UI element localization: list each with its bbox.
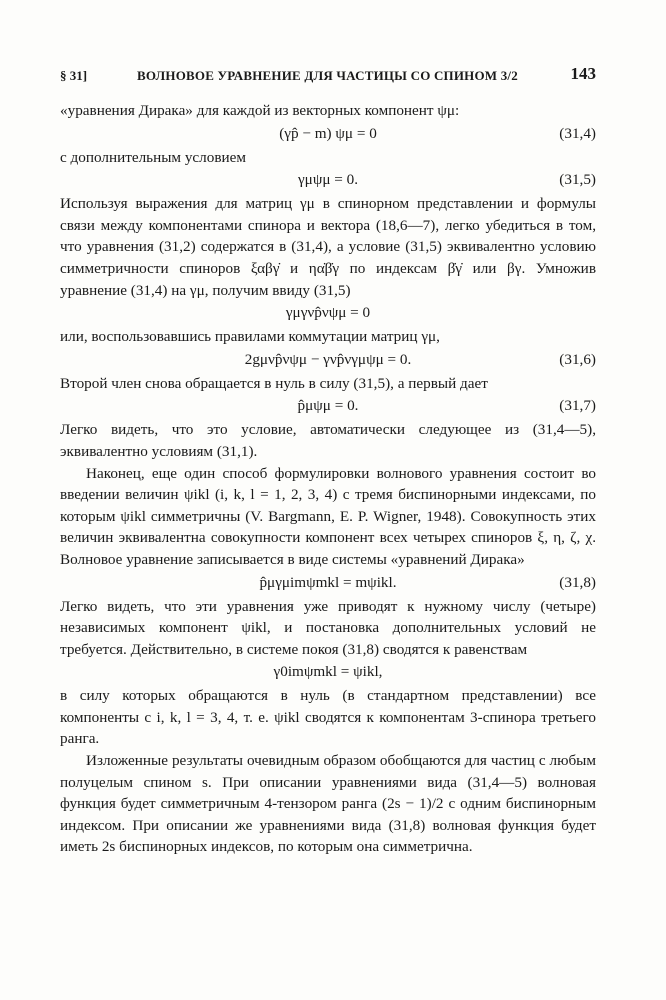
paragraph: Используя выражения для матриц γμ в спинорном представлении и формулы связи между компонентами спинора и вектора (18,6—7), легко убедиться в том, что уравнения (31,2) содержатся в (31,4), а условие (31,5) эквивалентно условию симметричности спиноров ξαβγ̇ и ηα̇β̇γ по индексам β̇γ̇ или βγ. Умножив уравнение (31,4) на γμ, получим ввиду (31,5) bbox=[60, 195, 596, 299]
page-number: 143 bbox=[570, 64, 596, 83]
equation bbox=[60, 348, 596, 373]
paragraph: Наконец, еще один способ формулировки волнового уравнения состоит во введении величин ψikl (i, k, l = 1, 2, 3, 4) с тремя биспинорными индексами, по которым ψikl симметричны (V. Bargmann, E. P. Wigner, 1948). Совокупность этих величин эквивалентна совокупности компонент всех четырех спиноров ξ, η, ζ, χ. Волновое уравнение записывается в виде системы «уравнений Дирака» bbox=[60, 464, 596, 568]
running-header bbox=[60, 64, 596, 88]
equation-number: (31,8) bbox=[559, 573, 596, 591]
equation bbox=[60, 301, 596, 326]
section-label: § 31] bbox=[60, 68, 88, 83]
equation-formula: p̂μψμ = 0. bbox=[297, 397, 359, 415]
equation-formula: γμψμ = 0. bbox=[297, 171, 359, 189]
page-body bbox=[60, 100, 596, 858]
equation bbox=[60, 571, 596, 596]
equation-formula: p̂μγμimψmkl = mψikl. bbox=[259, 573, 397, 591]
paragraph: Легко видеть, что это условие, автоматически следующее из (31,4—5), эквивалентно условиям (31,1). bbox=[60, 421, 596, 460]
equation-formula: (γp̂ − m) ψμ = 0 bbox=[279, 124, 377, 142]
equation bbox=[60, 660, 596, 685]
equation bbox=[60, 168, 596, 193]
equation-number: (31,6) bbox=[559, 350, 596, 368]
paragraph: Изложенные результаты очевидным образом обобщаются для частиц с любым полуцелым спином s. При описании уравнениями вида (31,4—5) волновая функция будет симметричным 4-тензором ранга (2s − 1)/2 с одним биспинорным индексом. При описании же уравнениями вида (31,8) волновая функция будет иметь 2s биспинорных индексов, по которым она симметрична. bbox=[60, 752, 596, 856]
paragraph: в силу которых обращаются в нуль (в стандартном представлении) все компоненты с i, k, l = 3, 4, т. е. ψikl сводятся к компонентам 3-спинора третьего ранга. bbox=[60, 687, 596, 748]
paragraph: Легко видеть, что эти уравнения уже приводят к нужному числу (четыре) независимых компонент ψikl, и постановка дополнительных условий не требуется. Действительно, в системе покоя (31,8) сводятся к равенствам bbox=[60, 597, 596, 658]
equation-number: (31,5) bbox=[559, 171, 596, 189]
paragraph: Второй член снова обращается в нуль в силу (31,5), а первый дает bbox=[60, 374, 488, 392]
paragraph: с дополнительным условием bbox=[60, 148, 246, 166]
paragraph: или, воспользовавшись правилами коммутации матриц γμ, bbox=[60, 328, 440, 346]
equation bbox=[60, 122, 596, 147]
equation bbox=[60, 394, 596, 419]
equation-formula: γμγνp̂νψμ = 0 bbox=[285, 304, 371, 322]
equation-formula: 2gμνp̂νψμ − γνp̂νγμψμ = 0. bbox=[244, 350, 412, 368]
equation-formula: γ0imψmkl = ψikl, bbox=[273, 663, 383, 681]
equation-number: (31,4) bbox=[559, 124, 596, 142]
running-title: ВОЛНОВОЕ УРАВНЕНИЕ ДЛЯ ЧАСТИЦЫ СО СПИНОМ 3/2 bbox=[137, 68, 518, 83]
equation-number: (31,7) bbox=[559, 397, 596, 415]
paragraph: «уравнения Дирака» для каждой из векторных компонент ψμ: bbox=[60, 102, 460, 119]
